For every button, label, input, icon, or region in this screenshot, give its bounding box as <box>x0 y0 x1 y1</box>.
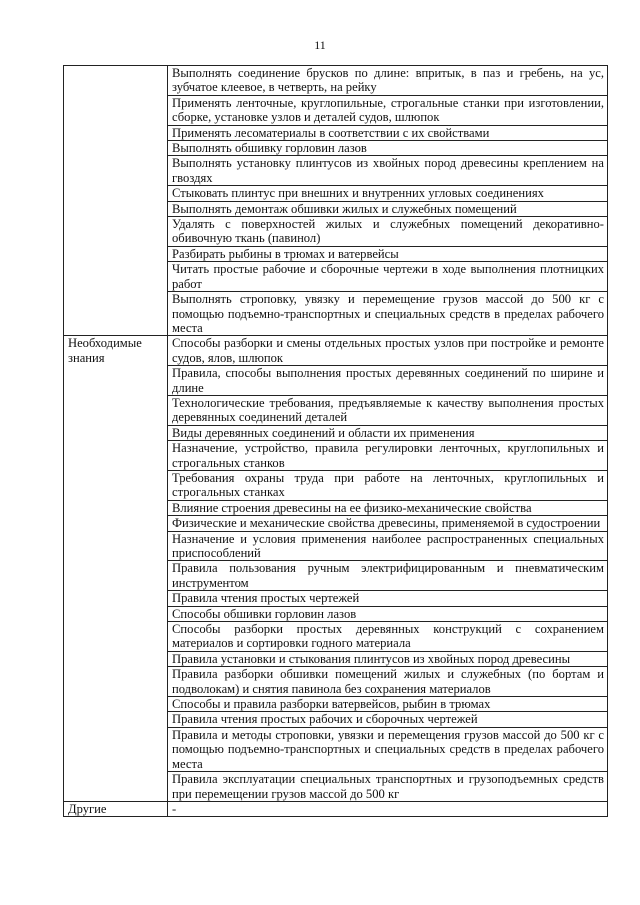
table-cell-item: Применять лесоматериалы в соответствии с их свойствами <box>168 125 608 140</box>
table-cell-item: Применять ленточные, круглопильные, строгальные станки при изготовлении, сборке, установке узлов и деталей судов, шлюпок <box>168 95 608 125</box>
table-cell-item: Правила, способы выполнения простых деревянных соединений по ширине и длине <box>168 366 608 396</box>
section-label-skills <box>64 66 168 336</box>
table-cell-item: Выполнять строповку, увязку и перемещение грузов массой до 500 кг с помощью подъемно-транспортных и специальных средств в пределах рабочего места <box>168 292 608 336</box>
table-cell-item: Выполнять установку плинтусов из хвойных пород древесины креплением на гвоздях <box>168 156 608 186</box>
table-cell-item: Виды деревянных соединений и области их применения <box>168 425 608 440</box>
table-cell-item: Способы и правила разборки ватервейсов, рыбин в трюмах <box>168 697 608 712</box>
table-cell-item: Правила эксплуатации специальных транспортных и грузоподъемных средств при перемещении грузов массой до 500 кг <box>168 772 608 802</box>
qualification-table <box>63 65 608 817</box>
table-cell-item: Правила чтения простых рабочих и сборочных чертежей <box>168 712 608 727</box>
table-cell-item: Разбирать рыбины в трюмах и ватервейсы <box>168 246 608 261</box>
table-cell-item: Правила установки и стыкования плинтусов из хвойных пород древесины <box>168 651 608 666</box>
table-cell-item: Физические и механические свойства древесины, применяемой в судостроении <box>168 516 608 531</box>
table-cell-item: Способы разборки и смены отдельных простых узлов при постройке и ремонте судов, ялов, шлюпок <box>168 336 608 366</box>
table-cell-item: Стыковать плинтус при внешних и внутренних угловых соединениях <box>168 186 608 201</box>
table-cell-other: - <box>168 801 608 816</box>
table-row <box>64 336 608 366</box>
table-cell-item: Правила пользования ручным электрифицированным и пневматическим инструментом <box>168 561 608 591</box>
table-cell-item: Назначение, устройство, правила регулировки ленточных, круглопильных и строгальных станков <box>168 441 608 471</box>
table-cell-item: Правила чтения простых чертежей <box>168 591 608 606</box>
table-row <box>64 66 608 96</box>
table-cell-item: Влияние строения древесины на ее физико-механические свойства <box>168 500 608 515</box>
table-row <box>64 801 608 816</box>
table-cell-item: Способы обшивки горловин лазов <box>168 606 608 621</box>
table-cell-item: Удалять с поверхностей жилых и служебных помещений декоративно-обивочную ткань (павинол) <box>168 217 608 247</box>
table-cell-item: Выполнять соединение брусков по длине: впритык, в паз и гребень, на ус, зубчатое клеевое, в четверть, на рейку <box>168 66 608 96</box>
table-cell-item: Выполнять демонтаж обшивки жилых и служебных помещений <box>168 201 608 216</box>
table-cell-item: Требования охраны труда при работе на ленточных, круглопильных и строгальных станках <box>168 470 608 500</box>
table-body <box>64 66 608 817</box>
section-label-knowledge: Необходимые знания <box>64 336 168 802</box>
table-cell-item: Читать простые рабочие и сборочные чертежи в ходе выполнения плотницких работ <box>168 262 608 292</box>
table-cell-item: Технологические требования, предъявляемые к качеству выполнения простых деревянных соединений деталей <box>168 395 608 425</box>
section-label-other: Другие <box>64 801 168 816</box>
table-cell-item: Правила и методы строповки, увязки и перемещения грузов массой до 500 кг с помощью подъемно-транспортных и специальных средств в пределах рабочего места <box>168 727 608 771</box>
table-cell-item: Способы разборки простых деревянных конструкций с сохранением материалов и сортировки годного материала <box>168 622 608 652</box>
page-number: 11 <box>314 38 326 52</box>
table-cell-item: Выполнять обшивку горловин лазов <box>168 141 608 156</box>
table-cell-item: Назначение и условия применения наиболее распространенных специальных приспособлений <box>168 531 608 561</box>
table-cell-item: Правила разборки обшивки помещений жилых и служебных (по бортам и подволокам) и снятия павинола без сохранения материалов <box>168 667 608 697</box>
